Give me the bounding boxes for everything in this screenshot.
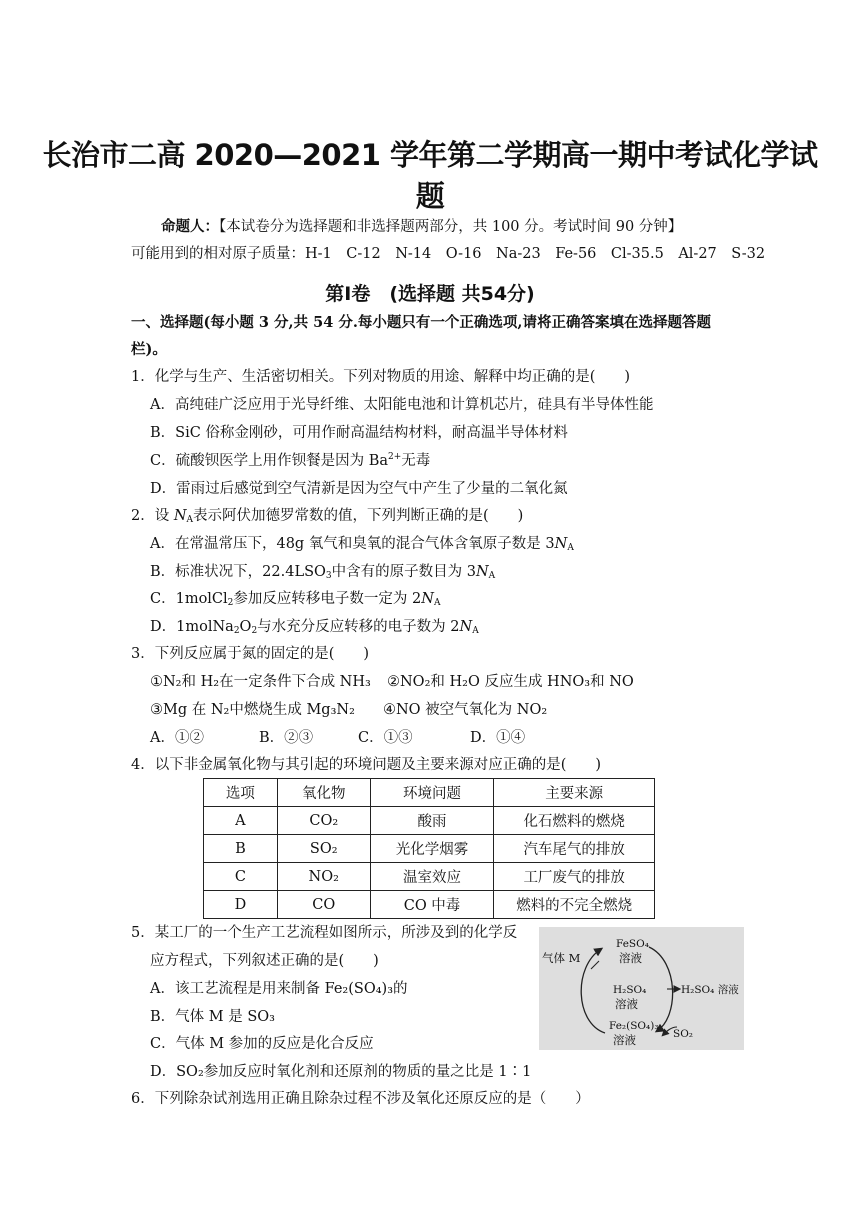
table-cell: D [204,891,278,919]
table-cell: SO₂ [277,835,370,863]
q2-d-text: D．1molNa [150,619,234,635]
q3-opt3: ③Mg 在 N₂中燃烧生成 Mg₃N₂ [150,702,355,718]
q2-b-mid: 中含有的原子数目为 3 [331,564,476,580]
q2-b-sub: 3 [325,571,332,581]
table-cell: B [204,835,278,863]
q1-c-sup: 2+ [388,452,402,462]
author-line [161,218,682,236]
q2-c-mid: 参加反应转移电子数一定为 2 [233,591,422,607]
q5-option-a: A．该工艺流程是用来制备 Fe₂(SO₄)₃的 [150,981,408,997]
exam-title-line1: 长治市二高 2020—2021 学年第二学期高一期中考试化学试 [42,138,818,172]
flow-fe2so43-sol: 溶液 [613,1033,636,1047]
section-title: 第Ⅰ卷 (选择题 共54分) [325,283,535,305]
author-note: 【本试卷分为选择题和非选择题两部分，共 100 分。考试时间 90 分钟】 [219,219,683,235]
table-cell: 汽车尾气的排放 [494,835,655,863]
q2-d-na: N [459,619,473,635]
q3-option-d: D．①④ [470,730,526,746]
q2-na-sub: A [186,515,194,525]
q1-option-d: D．雷雨过后感觉到空气清新是因为空气中产生了少量的二氧化氮 [150,481,568,497]
q2-stem [131,507,523,525]
table-cell: 化石燃料的燃烧 [494,807,655,835]
table-cell: 工厂废气的排放 [494,863,655,891]
flow-h2so4-mid-sol: 溶液 [615,997,638,1011]
q4-header-cell: 氧化物 [277,779,370,807]
table-row [204,835,655,863]
table-row [204,891,655,919]
q3-opt1: ①N₂和 H₂在一定条件下合成 NH₃ [150,674,371,690]
flow-feso4-sol: 溶液 [619,951,642,965]
q2-d-na-sub: A [472,626,479,636]
q2-a-sub: A [567,543,574,553]
q4-table-header [204,779,655,807]
q2-a-text: A．在常温常压下，48g 氧气和臭氧的混合气体含氧原子数是 3 [150,536,555,552]
section-instructions-1: 一、选择题(每小题 3 分,共 54 分.每小题只有一个正确选项,请将正确答案填在选择题答题 [131,314,711,331]
q1-option-a: A．高纯硅广泛应用于光导纤维、太阳能电池和计算机芯片，硅具有半导体性能 [150,397,654,413]
q2-b-na: N [475,564,489,580]
table-cell: CO₂ [277,807,370,835]
exam-title-line2: 题 [415,179,445,213]
flow-arrow-gas [591,961,599,969]
atomic-masses: 可能用到的相对原子质量：H-1 C-12 N-14 O-16 Na-23 Fe-56 Cl-35.5 Al-27 S-32 [131,246,766,262]
q2-d-sub1: 2 [233,626,240,636]
q1-c-text2: 无毒 [401,453,431,469]
q2-d-o: O [239,619,252,635]
table-cell: 酸雨 [370,807,494,835]
q2-c-na-sub: A [433,598,441,608]
q5-option-d: D．SO₂参加反应时氧化剂和还原剂的物质的量之比是 1∶1 [150,1064,532,1080]
table-cell: A [204,807,278,835]
table-cell: CO 中毒 [370,891,494,919]
q2-b-na-sub: A [488,571,496,581]
process-flow-diagram [539,927,744,1050]
flow-arrow-left [581,949,605,1033]
q3-option-c: C．①③ [358,730,413,746]
q4-stem: 4．以下非金属氧化物与其引起的环境问题及主要来源对应正确的是( ) [131,757,602,773]
q3-stem: 3．下列反应属于氮的固定的是( ) [131,646,370,662]
q3-option-a: A．①② [150,730,204,746]
q1-option-c [150,452,430,470]
q1-option-b: B．SiC 俗称金刚砂，可用作耐高温结构材料，耐高温半导体材料 [150,425,568,441]
q4-header-cell: 环境问题 [370,779,494,807]
table-cell: NO₂ [277,863,370,891]
q2-option-c [150,590,440,608]
q3-option-b: B．②③ [259,730,314,746]
q2-d-mid: 与水充分反应转移的电子数为 2 [257,619,460,635]
section-instructions-2: 栏)。 [131,341,167,358]
q2-option-d [150,618,479,636]
q5-option-b: B．气体 M 是 SO₃ [150,1009,275,1025]
q2-na: N [173,508,187,524]
flow-gas-m: 气体 M [542,951,581,965]
table-cell: C [204,863,278,891]
q2-option-a [150,535,574,553]
q1-c-text: C．硫酸钡医学上用作钡餐是因为 Ba [150,453,389,469]
q4-table [203,778,655,919]
q2-c-text: C．1molCl [150,591,228,607]
q3-opt4: ④NO 被空气氧化为 NO₂ [383,702,548,718]
table-cell: 光化学烟雾 [370,835,494,863]
q2-stem-post: 表示阿伏加德罗常数的值，下列判断正确的是( ) [193,508,524,524]
table-row [204,807,655,835]
flow-h2so4-right: H₂SO₄ 溶液 [681,984,739,996]
author-label: 命题人： [161,218,219,235]
q1-stem: 1．化学与生产、生活密切相关。下列对物质的用途、解释中均正确的是( ) [131,369,631,385]
flow-fe2so43: Fe₂(SO₄)₃ [609,1020,659,1032]
q4-header-cell: 主要来源 [494,779,655,807]
flow-feso4: FeSO₄ [616,938,649,950]
q3-opt2: ②NO₂和 H₂O 反应生成 HNO₃和 NO [387,674,634,690]
table-cell: 温室效应 [370,863,494,891]
table-cell: 燃料的不完全燃烧 [494,891,655,919]
q2-stem-pre: 2．设 [131,508,174,524]
flow-h2so4-mid: H₂SO₄ [613,984,647,996]
q2-b-text: B．标准状况下，22.4LSO [150,564,326,580]
q2-option-b [150,563,495,581]
q5-stem-1: 5．某工厂的一个生产工艺流程如图所示，所涉及到的化学反 [131,925,518,941]
table-cell: CO [277,891,370,919]
q2-c-na: N [421,591,434,607]
table-row [204,863,655,891]
q2-a-na: N [554,536,568,552]
q6-stem: 6．下列除杂试剂选用正确且除杂过程不涉及氧化还原反应的是（ ） [131,1091,590,1107]
flow-so2: SO₂ [673,1028,694,1040]
q2-c-sub: 2 [227,598,234,608]
q2-d-sub2: 2 [251,626,258,636]
q4-header-cell: 选项 [204,779,278,807]
q5-stem-2: 应方程式，下列叙述正确的是( ) [150,953,379,969]
q5-option-c: C．气体 M 参加的反应是化合反应 [150,1036,374,1052]
